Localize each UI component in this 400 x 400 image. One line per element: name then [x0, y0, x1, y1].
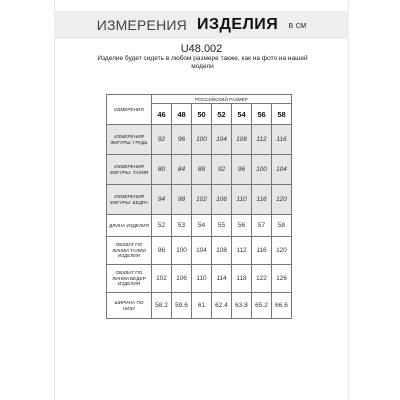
table-row	[107, 125, 292, 155]
table-corner-label: ИЗМЕРЕНИЯ	[107, 95, 152, 125]
table-row	[107, 237, 292, 265]
size-header-cell: 58	[272, 104, 292, 125]
table-cell: 110	[232, 185, 252, 215]
table-cell: 112	[252, 125, 272, 155]
size-header-cell: 48	[172, 104, 192, 125]
header-title-light: ИЗМЕРЕНИЯ	[96, 17, 187, 33]
size-header-cell: 50	[192, 104, 212, 125]
size-header: РОССИЙСКИЙ РАЗМЕР	[152, 95, 292, 104]
table-cell: 126	[272, 265, 292, 293]
table-cell: 65.2	[252, 293, 272, 319]
row-label: ИЗМЕРЕНИЯ ФИГУРЫ: БЕДРА	[107, 185, 152, 215]
table-cell: 84	[172, 155, 192, 185]
table-cell: 120	[272, 185, 292, 215]
size-header-cell: 54	[232, 104, 252, 125]
size-header-cell: 52	[212, 104, 232, 125]
table-row	[107, 185, 292, 215]
table-cell: 106	[172, 265, 192, 293]
row-label: ИЗМЕРЕНИЯ ФИГУРЫ: ТАЛИЯ	[107, 155, 152, 185]
table-row	[107, 215, 292, 237]
row-label: ОБХВАТ ПО ЛИНИИ ТАЛИИ ИЗДЕЛИЯ	[107, 237, 152, 265]
table-row	[107, 265, 292, 293]
table-cell: 58.2	[152, 293, 172, 319]
table-cell: 98	[172, 185, 192, 215]
table-cell: 122	[252, 265, 272, 293]
table-cell: 53	[172, 215, 192, 237]
table-cell: 112	[232, 237, 252, 265]
header-unit: в см	[288, 20, 307, 30]
fit-note: Изделие будет сидеть в любом размере также, как на фото на нашей модели	[97, 55, 308, 70]
table-cell: 58	[272, 215, 292, 237]
table-cell: 102	[192, 185, 212, 215]
article-number: U48.002	[180, 43, 223, 55]
table-cell: 102	[152, 265, 172, 293]
row-label: ДЛИНА ИЗДЕЛИЯ	[107, 215, 152, 237]
table-cell: 108	[232, 125, 252, 155]
row-label: ШИРИНА ПО НИЗУ	[107, 293, 152, 319]
table-cell: 104	[272, 155, 292, 185]
table-cell: 110	[192, 265, 212, 293]
table-cell: 57	[252, 215, 272, 237]
table-cell: 114	[212, 265, 232, 293]
table-cell: 116	[252, 185, 272, 215]
header-bar	[54, 11, 349, 39]
table-cell: 100	[172, 237, 192, 265]
table-cell: 66.6	[272, 293, 292, 319]
table-cell: 108	[212, 237, 232, 265]
table-cell: 55	[212, 215, 232, 237]
table-cell: 116	[252, 237, 272, 265]
table-cell: 94	[152, 185, 172, 215]
table-cell: 118	[232, 265, 252, 293]
table-row	[107, 293, 292, 319]
table-cell: 63.8	[232, 293, 252, 319]
table-cell: 92	[152, 125, 172, 155]
header-title-bold: ИЗДЕЛИЯ	[196, 16, 279, 33]
table-cell: 120	[272, 237, 292, 265]
size-header-cell: 56	[252, 104, 272, 125]
size-table-wrap	[106, 94, 292, 319]
table-cell: 96	[152, 237, 172, 265]
table-cell: 56	[232, 215, 252, 237]
table-cell: 96	[232, 155, 252, 185]
row-label: ОБХВАТ ПО ЛИНИИ БЕДЕР ИЗДЕЛИЯ	[107, 265, 152, 293]
size-header-cell: 46	[152, 104, 172, 125]
table-cell: 104	[192, 237, 212, 265]
table-cell: 92	[212, 155, 232, 185]
table-row	[107, 155, 292, 185]
table-cell: 59.6	[172, 293, 192, 319]
table-cell: 100	[192, 125, 212, 155]
table-cell: 80	[152, 155, 172, 185]
size-table	[106, 94, 292, 319]
table-cell: 100	[252, 155, 272, 185]
table-cell: 106	[212, 185, 232, 215]
table-cell: 88	[192, 155, 212, 185]
row-label: ИЗМЕРЕНИЯ ФИГУРЫ: ГРУДЬ	[107, 125, 152, 155]
table-cell: 62.4	[212, 293, 232, 319]
table-cell: 52	[152, 215, 172, 237]
table-cell: 61	[192, 293, 212, 319]
table-cell: 104	[212, 125, 232, 155]
table-cell: 54	[192, 215, 212, 237]
table-cell: 96	[172, 125, 192, 155]
table-cell: 116	[272, 125, 292, 155]
